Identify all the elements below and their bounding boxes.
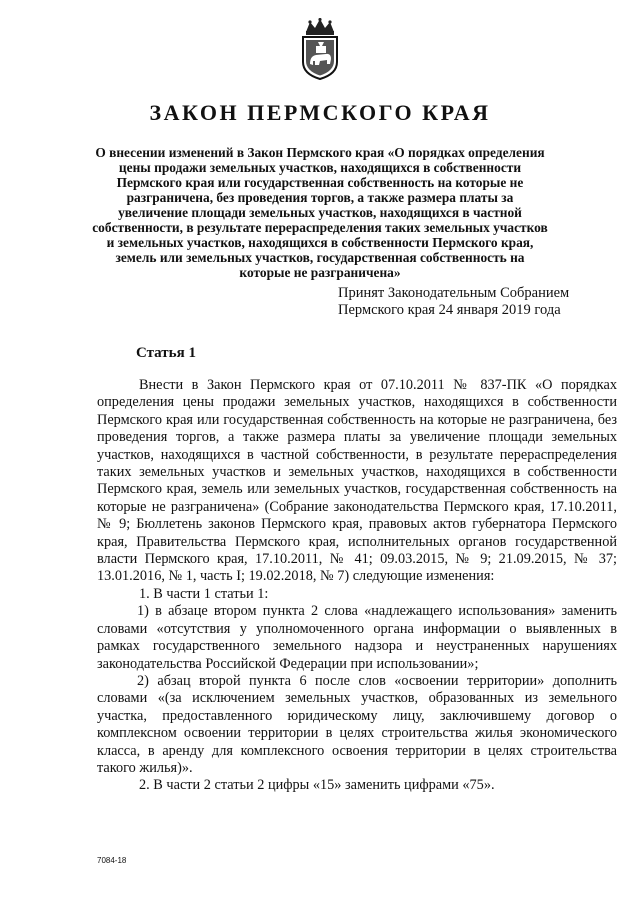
paragraph-item-1: 1. В части 1 статьи 1: xyxy=(139,585,269,602)
paragraph-item-2: 2. В части 2 статьи 2 цифры «15» заменить цифрами «75». xyxy=(139,777,495,794)
paragraph-subitem-1: 1) в абзаце втором пункта 2 слова «надлежащего использования» заменить словами «отсутствия у уполномоченного органа информации о выявленных в рамках государственного земельного надзора и неустраненных нарушениях законодательства Российской Федерации при использовании»; xyxy=(97,603,617,672)
law-title: ЗАКОН ПЕРМСКОГО КРАЯ xyxy=(149,100,491,125)
adoption-line-2: Пермского края 24 января 2019 года xyxy=(338,302,561,318)
document-code: 7084-18 xyxy=(97,856,127,865)
article-body xyxy=(97,377,617,795)
adoption-line-1: Принят Законодательным Собранием xyxy=(338,285,570,301)
law-subject: О внесении изменений в Закон Пермского края «О порядках определения цены продажи земельных участков, находящихся в собственности Пермского края или государственная собственность на которые не разграничена, без проведения торгов, а также размера платы за увеличение площади земельных участков, находящихся в частной собственности, в результате перераспределения таких земельных участков и земельных участков, находящихся в собственности Пермского края, земель или земельных участков, государственная собственность на которые не разграничена» xyxy=(92,145,548,280)
coat-of-arms-icon xyxy=(298,18,342,80)
adoption-note xyxy=(338,285,628,319)
paragraph-subitem-2: 2) абзац второй пункта 6 после слов «освоении территории» дополнить словами «(за исключением земельных участков, образованных из земельного участка, предоставленного юридическому лицу, заключившему договор о комплексном освоении территории в целях строительства жилья экономического класса, в аренду для комплексного освоения территории в целях строительства такого жилья)». xyxy=(97,672,617,776)
paragraph-intro: Внести в Закон Пермского края от 07.10.2011 № 837-ПК «О порядках определения цены продажи земельных участков, находящихся в собственности Пермского края или государственная собственность на которые не разграничена, без проведения торгов, а также размера платы за увеличение площади земельных участков, находящихся в частной собственности, в результате перераспределения таких земельных участков и земельных участков, находящихся в собственности Пермского края, земель или земельных участков, государственная собственность на которые не разграничена» (Собрание законодательства Пермского края, 17.10.2011, № 9; Бюллетень законов Пермского края, правовых актов губернатора Пермского края, Правительства Пермского края, исполнительных органов государственной власти Пермского края, 17.10.2011, № 41; 09.03.2015, № 9; 21.09.2015, № 37; 13.01.2016, № 1, часть I; 19.02.2018, № 7) следующие изменения: xyxy=(97,377,617,585)
article-heading: Статья 1 xyxy=(136,345,196,361)
